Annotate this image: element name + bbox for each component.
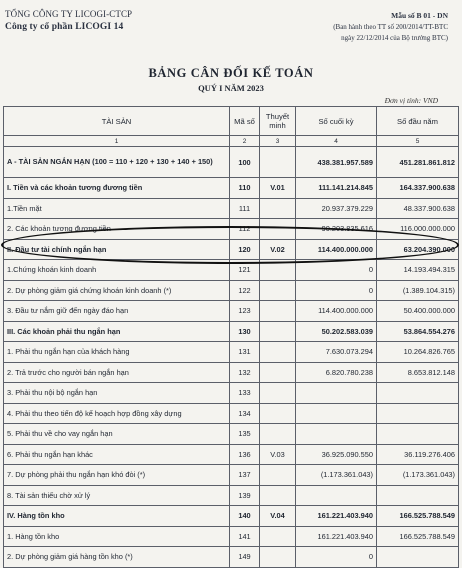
row-note [260, 383, 296, 404]
row-note [260, 547, 296, 568]
row-code: 122 [230, 280, 260, 301]
row-note [260, 362, 296, 383]
row-item-name: 1. Hàng tồn kho [4, 526, 230, 547]
col-index: 4 [296, 136, 377, 147]
row-end-period-value: 0 [296, 547, 377, 568]
period-subtitle: QUÝ I NĂM 2023 [198, 83, 264, 93]
row-end-period-value: 0 [296, 280, 377, 301]
table-row [4, 485, 459, 506]
row-code: 133 [230, 383, 260, 404]
row-start-year-value: 10.264.826.765 [377, 342, 459, 363]
row-start-year-value: 166.525.788.549 [377, 506, 459, 527]
row-code: 131 [230, 342, 260, 363]
row-start-year-value: 8.653.812.148 [377, 362, 459, 383]
row-item-name: IV. Hàng tồn kho [4, 506, 230, 527]
row-end-period-value: 161.221.403.940 [296, 506, 377, 527]
row-code: 112 [230, 219, 260, 240]
row-code: 136 [230, 444, 260, 465]
row-code: 139 [230, 485, 260, 506]
table-row [4, 260, 459, 281]
row-item-name: 2. Dự phòng giảm giá hàng tồn kho (*) [4, 547, 230, 568]
row-item-name: 3. Phải thu nội bộ ngắn hạn [4, 383, 230, 404]
row-item-name: 2. Trả trước cho người bán ngắn hạn [4, 362, 230, 383]
row-note [260, 147, 296, 178]
row-note [260, 219, 296, 240]
row-start-year-value: 50.400.000.000 [377, 301, 459, 322]
row-code: 149 [230, 547, 260, 568]
col-index: 2 [230, 136, 260, 147]
row-code: 141 [230, 526, 260, 547]
row-item-name: 2. Các khoản tương đương tiền [4, 219, 230, 240]
table-row [4, 506, 459, 527]
table-row [4, 383, 459, 404]
table-row [4, 280, 459, 301]
row-code: 121 [230, 260, 260, 281]
company-name: Công ty cổ phần LICOGI 14 [5, 22, 124, 32]
row-item-name: 6. Phải thu ngắn hạn khác [4, 444, 230, 465]
table-row [4, 301, 459, 322]
row-start-year-value [377, 383, 459, 404]
table-row [4, 321, 459, 342]
currency-unit: Đơn vị tính: VND [384, 96, 438, 105]
row-code: 140 [230, 506, 260, 527]
form-note-2: ngày 22/12/2014 của Bộ trưởng BTC) [341, 34, 448, 42]
row-code: 111 [230, 198, 260, 219]
col-header-assets: TÀI SẢN [4, 107, 230, 136]
row-end-period-value [296, 383, 377, 404]
row-end-period-value [296, 485, 377, 506]
row-note [260, 321, 296, 342]
row-note [260, 342, 296, 363]
row-item-name: A - TÀI SẢN NGẮN HẠN (100 = 110 + 120 + 130 + 140 + 150) [4, 147, 230, 178]
page-title: BẢNG CÂN ĐỐI KẾ TOÁN [148, 66, 314, 80]
table-row [4, 362, 459, 383]
row-start-year-value: 36.119.276.406 [377, 444, 459, 465]
row-item-name: 7. Dự phòng phải thu ngắn hạn khó đòi (*) [4, 465, 230, 486]
table-row [4, 403, 459, 424]
row-item-name: II. Đầu tư tài chính ngắn hạn [4, 239, 230, 260]
row-item-name: 1.Tiền mặt [4, 198, 230, 219]
row-code: 132 [230, 362, 260, 383]
table-row [4, 444, 459, 465]
row-note [260, 198, 296, 219]
row-note [260, 465, 296, 486]
row-start-year-value: (1.389.104.315) [377, 280, 459, 301]
row-item-name: 1.Chứng khoán kinh doanh [4, 260, 230, 281]
row-note: V.02 [260, 239, 296, 260]
table-row [4, 465, 459, 486]
row-note: V.01 [260, 178, 296, 199]
form-reference [268, 10, 448, 44]
row-end-period-value: 0 [296, 260, 377, 281]
row-item-name: 4. Phải thu theo tiến độ kế hoạch hợp đồng xây dựng [4, 403, 230, 424]
parent-company-name: TỔNG CÔNG TY LICOGI-CTCP [5, 9, 133, 19]
row-end-period-value: 111.141.214.845 [296, 178, 377, 199]
col-header-end-period: Số cuối kỳ [296, 107, 377, 136]
row-end-period-value [296, 424, 377, 445]
col-header-note: Thuyết minh [260, 107, 296, 136]
table-row [4, 526, 459, 547]
col-index: 3 [260, 136, 296, 147]
row-start-year-value: 451.281.861.812 [377, 147, 459, 178]
col-index: 5 [377, 136, 459, 147]
row-note [260, 485, 296, 506]
row-end-period-value: 36.925.090.550 [296, 444, 377, 465]
row-note [260, 301, 296, 322]
row-code: 137 [230, 465, 260, 486]
row-item-name: III. Các khoản phải thu ngắn hạn [4, 321, 230, 342]
row-start-year-value: 63.204.390.000 [377, 239, 459, 260]
row-note: V.03 [260, 444, 296, 465]
row-note [260, 403, 296, 424]
row-item-name: 8. Tài sản thiếu chờ xử lý [4, 485, 230, 506]
row-code: 110 [230, 178, 260, 199]
row-start-year-value [377, 424, 459, 445]
row-code: 123 [230, 301, 260, 322]
row-start-year-value: 14.193.494.315 [377, 260, 459, 281]
row-code: 130 [230, 321, 260, 342]
row-code: 134 [230, 403, 260, 424]
row-end-period-value: 90.203.835.616 [296, 219, 377, 240]
col-header-start-year: Số đầu năm [377, 107, 459, 136]
table-row [4, 198, 459, 219]
row-code: 100 [230, 147, 260, 178]
table-row [4, 342, 459, 363]
row-item-name: 1. Phải thu ngắn hạn của khách hàng [4, 342, 230, 363]
row-end-period-value: 161.221.403.940 [296, 526, 377, 547]
row-end-period-value: 114.400.000.000 [296, 239, 377, 260]
row-start-year-value: 48.337.900.638 [377, 198, 459, 219]
row-note [260, 260, 296, 281]
balance-sheet-table [3, 106, 459, 568]
company-header [5, 8, 132, 34]
row-note [260, 280, 296, 301]
row-item-name: 5. Phải thu về cho vay ngắn hạn [4, 424, 230, 445]
row-start-year-value: (1.173.361.043) [377, 465, 459, 486]
row-item-name: 2. Dự phòng giảm giá chứng khoán kinh doanh (*) [4, 280, 230, 301]
row-note: V.04 [260, 506, 296, 527]
row-end-period-value: (1.173.361.043) [296, 465, 377, 486]
form-code: Mẫu số B 01 - DN [391, 11, 448, 20]
row-item-name: I. Tiền và các khoản tương đương tiền [4, 178, 230, 199]
table-row [4, 219, 459, 240]
row-start-year-value [377, 403, 459, 424]
row-start-year-value: 53.864.554.276 [377, 321, 459, 342]
row-start-year-value: 164.337.900.638 [377, 178, 459, 199]
table-row [4, 147, 459, 178]
row-end-period-value: 20.937.379.229 [296, 198, 377, 219]
table-row [4, 424, 459, 445]
row-end-period-value: 114.400.000.000 [296, 301, 377, 322]
row-start-year-value: 166.525.788.549 [377, 526, 459, 547]
col-header-code: Mã số [230, 107, 260, 136]
form-note-1: (Ban hành theo TT số 200/2014/TT-BTC [333, 23, 448, 31]
row-start-year-value: 116.000.000.000 [377, 219, 459, 240]
row-item-name: 3. Đầu tư nắm giữ đến ngày đáo hạn [4, 301, 230, 322]
table-row [4, 178, 459, 199]
row-code: 120 [230, 239, 260, 260]
col-index: 1 [4, 136, 230, 147]
table-row [4, 547, 459, 568]
row-start-year-value [377, 547, 459, 568]
table-row [4, 239, 459, 260]
row-code: 135 [230, 424, 260, 445]
row-end-period-value: 7.630.073.294 [296, 342, 377, 363]
row-note [260, 526, 296, 547]
row-end-period-value: 6.820.780.238 [296, 362, 377, 383]
row-end-period-value: 438.381.957.589 [296, 147, 377, 178]
row-end-period-value: 50.202.583.039 [296, 321, 377, 342]
row-start-year-value [377, 485, 459, 506]
row-note [260, 424, 296, 445]
row-end-period-value [296, 403, 377, 424]
